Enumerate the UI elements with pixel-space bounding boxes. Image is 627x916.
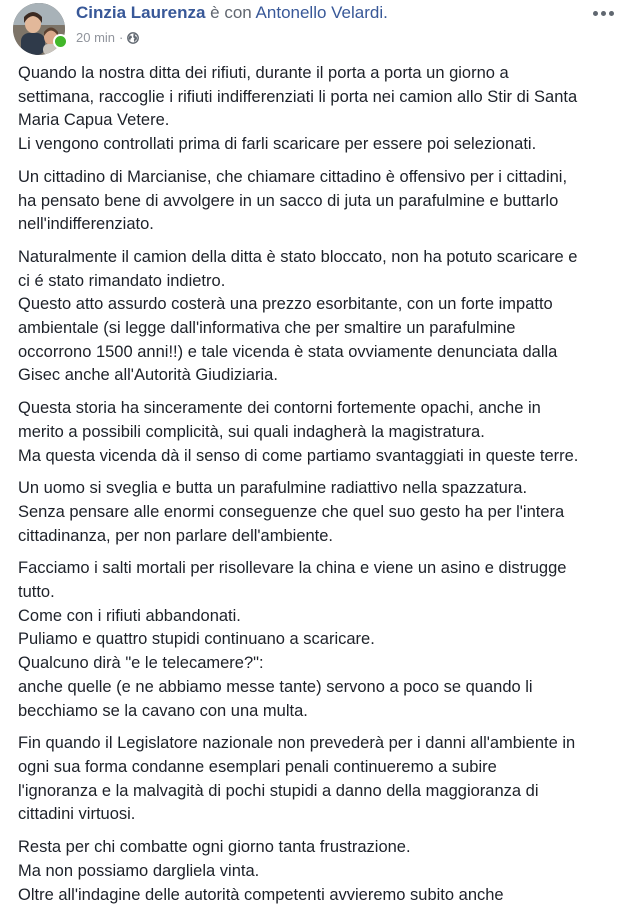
post-paragraph xyxy=(18,62,622,157)
post-paragraph xyxy=(18,557,622,723)
post-text-line: Resta per chi combatte ogni giorno tanta frustrazione. xyxy=(18,838,411,857)
globe-icon[interactable] xyxy=(127,31,139,49)
post-text-line: Fin quando il Legislatore nazionale non prevederà per i danni all'ambiente in xyxy=(18,734,576,753)
post-paragraph xyxy=(18,166,622,237)
post-text-line: Naturalmente il camion della ditta è stato bloccato, non ha potuto scaricare e xyxy=(18,247,578,266)
post-text-line: ambientale (si legge dall'informativa che per smaltire un parafulmine xyxy=(18,319,516,338)
post-title-line xyxy=(76,3,388,23)
post-text-line: Ma non possiamo dargliela vinta. xyxy=(18,861,260,880)
online-status-indicator xyxy=(53,34,68,49)
post-text-line: Un uomo si sveglia e butta un parafulmine radiattivo nella spazzatura. xyxy=(18,479,528,498)
post-text-line: tutto. xyxy=(18,583,55,602)
post-text-line: occorrono 1500 anni!!) e tale vicenda è stata ovviamente denunciata dalla xyxy=(18,342,558,361)
post-text-line: settimana, raccoglie i rifiuti indifferenziati li porta nei camion allo Stir di Santa xyxy=(18,87,578,106)
post-text-line: becchiamo se la cavano con una multa. xyxy=(18,701,308,720)
post-text-line: Questo atto assurdo costerà una prezzo esorbitante, con un forte impatto xyxy=(18,295,553,314)
post-text-line: ha pensato bene di avvolgere in un sacco di juta un parafulmine e buttarlo xyxy=(18,191,559,210)
post-text-line: Gisec anche all'Autorità Giudiziaria. xyxy=(18,366,278,385)
author-name-link[interactable]: Cinzia Laurenza xyxy=(76,3,206,22)
post-paragraph xyxy=(18,246,622,388)
post-text-line: Ma questa vicenda dà il senso di come partiamo svantaggiati in queste terre. xyxy=(18,446,579,465)
post-text-line: cittadinanza, per non parlare dell'ambiente. xyxy=(18,526,334,545)
post-text-line: Facciamo i salti mortali per risollevare la china e viene un asino e distrugge xyxy=(18,559,567,578)
post-text-line: Questa storia ha sinceramente dei contorni fortemente opachi, anche in xyxy=(18,399,541,418)
post-text-line: Puliamo e quattro stupidi continuano a scaricare. xyxy=(18,630,375,649)
post-paragraph xyxy=(18,477,622,548)
post-paragraph xyxy=(18,397,622,468)
post-text-line: nell'indifferenziato. xyxy=(18,215,154,234)
post-text-line: Un cittadino di Marcianise, che chiamare cittadino è offensivo per i cittadini, xyxy=(18,167,568,186)
post-paragraph xyxy=(18,732,622,827)
post-text-line: ogni sua forma condanne esemplari penali continueremo a subire xyxy=(18,757,497,776)
more-options-icon[interactable] xyxy=(585,4,621,24)
tagged-person-link[interactable]: Antonello Velardi. xyxy=(255,3,388,22)
post-meta xyxy=(76,29,139,49)
post-paragraph xyxy=(18,836,622,907)
post-text-line: anche quelle (e ne abbiamo messe tante) servono a poco se quando li xyxy=(18,677,533,696)
post-text-line: merito a possibili complicità, sui quali indagherà la magistratura. xyxy=(18,422,485,441)
post-text-line: Qualcuno dirà "e le telecamere?": xyxy=(18,654,264,673)
post-text-line: cittadini virtuosi. xyxy=(18,805,136,824)
meta-separator: · xyxy=(119,30,124,45)
post-text-line: l'ignoranza e la malvagità di pochi stupidi a danno della maggioranza di xyxy=(18,781,539,800)
post-text-line: Senza pensare alle enormi conseguenze che quel suo gesto ha per l'intera xyxy=(18,502,565,521)
post-text-line: ci é stato rimandato indietro. xyxy=(18,271,226,290)
post-header xyxy=(0,0,627,60)
timestamp-link[interactable]: 20 min xyxy=(76,30,116,45)
post-text-line: Maria Capua Vetere. xyxy=(18,111,170,130)
post-text-line: Oltre all'indagine delle autorità competenti avvieremo subito anche xyxy=(18,885,504,904)
post-text-line: Come con i rifiuti abbandonati. xyxy=(18,606,241,625)
post-text-line: Quando la nostra ditta dei rifiuti, durante il porta a porta un giorno a xyxy=(18,64,509,82)
post-body xyxy=(18,62,622,916)
post-text-line: Li vengono controllati prima di farli scaricare per essere poi selezionati. xyxy=(18,135,537,154)
with-label: è con xyxy=(210,3,252,22)
